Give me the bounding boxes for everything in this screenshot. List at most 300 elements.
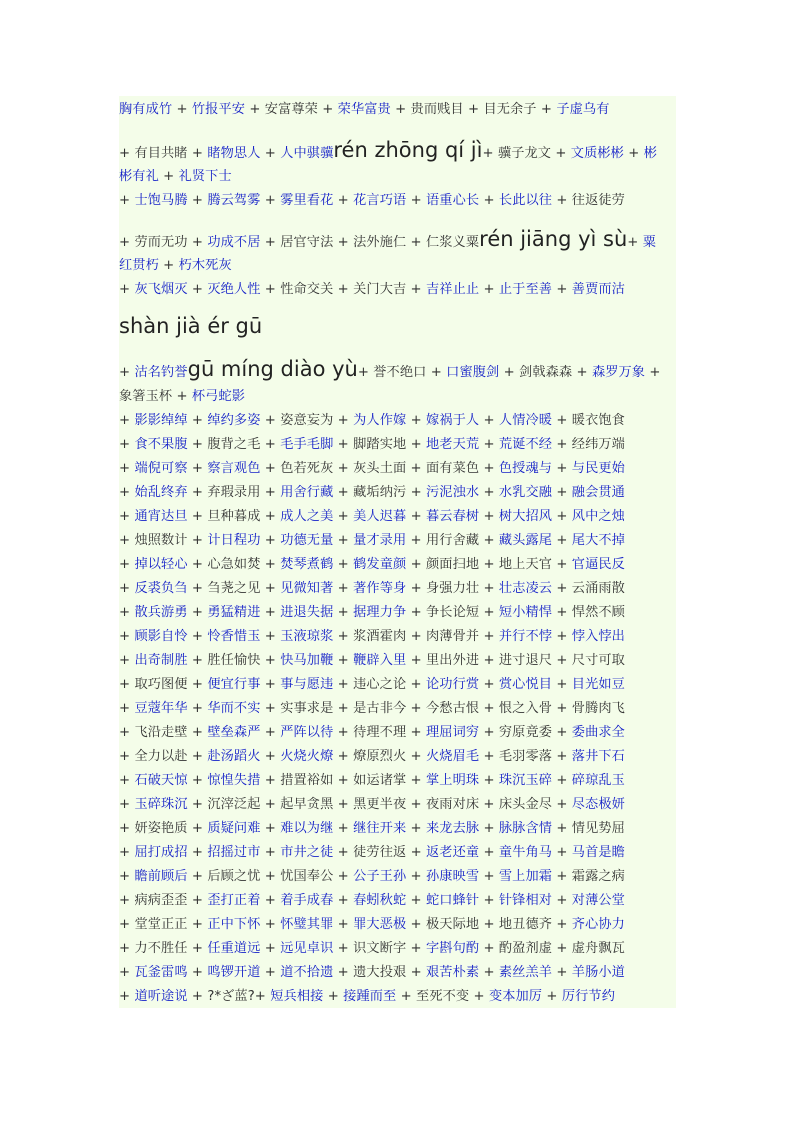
- idiom-link[interactable]: 语重心长: [426, 193, 480, 208]
- idiom-text: + 骥子龙文 +: [482, 146, 571, 161]
- idiom-line: [119, 385, 681, 409]
- idiom-link[interactable]: 远见卓识: [280, 941, 334, 956]
- idiom-link[interactable]: 荒诞不经: [498, 437, 553, 452]
- idiom-text: +: [260, 821, 281, 836]
- idiom-link[interactable]: 事与愿违: [280, 677, 334, 692]
- idiom-link[interactable]: 壮志凌云: [498, 581, 553, 596]
- idiom-text: +: [119, 773, 135, 788]
- idiom-text: + 后顾之忧 + 忧国奉公 +: [187, 869, 354, 884]
- idiom-text: +: [479, 893, 499, 908]
- idiom-link[interactable]: 质疑问难: [207, 821, 261, 836]
- idiom-link[interactable]: 毛手毛脚: [280, 437, 334, 452]
- idiom-text: +: [479, 282, 499, 297]
- idiom-text: +: [119, 365, 135, 380]
- idiom-text: + 姿意妄为 +: [260, 413, 354, 428]
- idiom-link[interactable]: 人情冷暖: [498, 413, 553, 428]
- idiom-link[interactable]: 暮云春树: [426, 509, 480, 524]
- idiom-text: +: [119, 461, 135, 476]
- idiom-link[interactable]: 绰约多姿: [207, 413, 261, 428]
- idiom-line: [119, 745, 681, 769]
- idiom-line: [119, 529, 681, 553]
- idiom-link[interactable]: 嫁祸于人: [426, 413, 480, 428]
- idiom-link[interactable]: 藏头露尾: [498, 533, 553, 548]
- idiom-text: + 飞沿走壁 +: [119, 725, 208, 740]
- idiom-link[interactable]: 字斟句酌: [426, 941, 480, 956]
- idiom-text: + 妍姿艳质 +: [119, 821, 208, 836]
- idiom-link[interactable]: 污泥浊水: [426, 485, 480, 500]
- idiom-text: + 至死不变 +: [396, 989, 489, 1004]
- idiom-text: +: [623, 146, 644, 161]
- idiom-line: [119, 841, 681, 865]
- idiom-link[interactable]: 礼贤下士: [178, 169, 232, 184]
- idiom-text: + 浆酒霍肉 + 肉薄骨并 +: [333, 629, 499, 644]
- idiom-link[interactable]: 胸有成竹: [119, 102, 173, 117]
- idiom-link[interactable]: 公子王孙: [353, 869, 407, 884]
- idiom-link[interactable]: 反裘负刍: [134, 581, 188, 596]
- idiom-link[interactable]: 便宜行事: [207, 677, 261, 692]
- idiom-link[interactable]: 任重道远: [207, 941, 261, 956]
- idiom-link[interactable]: 齐心协力: [571, 917, 625, 932]
- idiom-link[interactable]: 竹报平安: [191, 102, 246, 117]
- idiom-line: [119, 793, 681, 817]
- idiom-link[interactable]: 吉祥止止: [426, 282, 480, 297]
- idiom-link[interactable]: 顾影自怜: [134, 629, 188, 644]
- idiom-link[interactable]: 落井下石: [571, 749, 625, 764]
- idiom-line: [119, 625, 681, 649]
- idiom-link[interactable]: 豆蔻年华: [134, 701, 188, 716]
- idiom-link[interactable]: 风中之烛: [571, 509, 625, 524]
- idiom-text: +: [552, 485, 572, 500]
- idiom-line: [119, 889, 681, 913]
- idiom-text: + 经纬万端: [552, 437, 625, 452]
- idiom-link[interactable]: 针锋相对: [498, 893, 553, 908]
- idiom-link[interactable]: 沽名钓誉: [134, 365, 188, 380]
- idiom-text: +: [406, 869, 426, 884]
- idiom-link[interactable]: 碎琼乱玉: [571, 773, 625, 788]
- idiom-link[interactable]: 量才录用: [353, 533, 407, 548]
- idiom-text: +: [552, 893, 572, 908]
- idiom-link[interactable]: 与民更始: [571, 461, 625, 476]
- idiom-line: [119, 961, 681, 985]
- idiom-line: [119, 913, 681, 937]
- idiom-link[interactable]: 艰苦朴素: [426, 965, 480, 980]
- idiom-line: [119, 132, 681, 168]
- idiom-text: +: [406, 413, 427, 428]
- idiom-link[interactable]: 树大招风: [498, 509, 553, 524]
- idiom-link[interactable]: 杯弓蛇影: [191, 389, 246, 404]
- idiom-text: +: [552, 965, 572, 980]
- idiom-link[interactable]: 灰飞烟灭: [134, 282, 188, 297]
- idiom-link[interactable]: 返老还童: [426, 845, 480, 860]
- idiom-line: [119, 553, 681, 577]
- idiom-text: + 烛照数计 +: [119, 533, 208, 548]
- idiom-link[interactable]: 雾里看花: [280, 193, 334, 208]
- idiom-text: +: [479, 677, 499, 692]
- idiom-link[interactable]: 美人迟暮: [353, 509, 407, 524]
- idiom-text: + 待理不理 +: [333, 725, 426, 740]
- idiom-text: + 性命交关 + 关门大吉 +: [260, 282, 426, 297]
- idiom-link[interactable]: 厉行节约: [561, 989, 615, 1004]
- idiom-link[interactable]: 脉脉含情: [498, 821, 553, 836]
- idiom-line: [119, 221, 681, 257]
- idiom-text: +: [645, 365, 661, 380]
- idiom-link[interactable]: 罪大恶极: [353, 917, 407, 932]
- idiom-link[interactable]: 雪上加霜: [498, 869, 553, 884]
- idiom-text: +: [552, 773, 572, 788]
- idiom-line: [119, 577, 681, 601]
- idiom-line: [119, 433, 681, 457]
- idiom-text: +: [187, 413, 208, 428]
- idiom-link[interactable]: 始乱终弃: [134, 485, 188, 500]
- idiom-text: +: [479, 413, 499, 428]
- idiom-link[interactable]: 市井之徒: [280, 845, 334, 860]
- idiom-text: + 云涌雨散: [552, 581, 625, 596]
- idiom-text: +: [119, 965, 135, 980]
- idiom-text: + 色若死灰 + 灰头土面 + 面有菜色 +: [260, 461, 499, 476]
- idiom-text: +: [333, 509, 354, 524]
- idiom-text: +: [260, 605, 281, 620]
- idiom-text: +: [406, 821, 426, 836]
- idiom-link[interactable]: 马首是瞻: [571, 845, 625, 860]
- idiom-line: [119, 817, 681, 841]
- idiom-link[interactable]: 通宵达旦: [134, 509, 188, 524]
- idiom-text: +: [119, 413, 135, 428]
- idiom-link[interactable]: 着手成春: [280, 893, 334, 908]
- idiom-link[interactable]: 玉碎珠沉: [134, 797, 188, 812]
- idiom-text: +: [119, 989, 135, 1004]
- idiom-line: [119, 351, 681, 387]
- idiom-text: + 暖衣饱食: [552, 413, 625, 428]
- idiom-link[interactable]: 火烧火燎: [280, 749, 334, 764]
- idiom-text: +: [260, 749, 281, 764]
- idiom-link[interactable]: 用舍行藏: [280, 485, 334, 500]
- idiom-text: + 劳而无功 +: [119, 235, 208, 250]
- idiom-text: + 沉滓泛起 + 起早贪黑 + 黑更半夜 + 夜雨对床 + 床头金尽 +: [187, 797, 572, 812]
- idiom-link[interactable]: 焚琴煮鹤: [280, 557, 334, 572]
- idiom-text: + 安富尊荣 +: [245, 102, 338, 117]
- idiom-link[interactable]: 腾云驾雾: [207, 193, 261, 208]
- idiom-text: +: [260, 965, 281, 980]
- idiom-link[interactable]: 瞻前顾后: [134, 869, 188, 884]
- idiom-text: +: [187, 773, 208, 788]
- idiom-link[interactable]: 食不果腹: [134, 437, 188, 452]
- idiom-text: +: [187, 629, 208, 644]
- pinyin-annotation: rén zhōng qí jì: [333, 138, 483, 162]
- idiom-link[interactable]: 人中骐骥: [280, 146, 334, 161]
- idiom-link[interactable]: 童牛角马: [498, 845, 553, 860]
- idiom-text: + 剑戟森森 +: [499, 365, 592, 380]
- idiom-text: + 措置裕如 + 如运诸掌 +: [260, 773, 426, 788]
- idiom-text: + 识文断字 +: [333, 941, 426, 956]
- idiom-line: [119, 165, 681, 189]
- idiom-text: + 刍荛之见 +: [187, 581, 281, 596]
- idiom-line: [119, 649, 681, 673]
- idiom-text: + 毛羽零落 +: [479, 749, 572, 764]
- idiom-link[interactable]: 鞭辟入里: [353, 653, 407, 668]
- idiom-text: +: [333, 821, 354, 836]
- idiom-text: +: [333, 917, 354, 932]
- idiom-text: +: [479, 437, 499, 452]
- idiom-text: + 力不胜任 +: [119, 941, 208, 956]
- idiom-text: +: [119, 629, 135, 644]
- idiom-text: +: [552, 509, 572, 524]
- idiom-text: + 违心之论 +: [333, 677, 426, 692]
- idiom-text: +: [479, 509, 499, 524]
- idiom-link[interactable]: 子虚乌有: [556, 102, 610, 117]
- idiom-link[interactable]: 出奇制胜: [134, 653, 188, 668]
- idiom-text: +: [479, 965, 499, 980]
- idiom-text: +: [479, 485, 499, 500]
- idiom-link[interactable]: 口蜜腹剑: [446, 365, 500, 380]
- idiom-link[interactable]: 荣华富贵: [337, 102, 391, 117]
- idiom-text: +: [479, 821, 499, 836]
- idiom-text: +: [260, 677, 281, 692]
- idiom-text: +: [119, 437, 135, 452]
- idiom-line: [119, 865, 681, 889]
- idiom-link[interactable]: 鹤发童颜: [353, 557, 407, 572]
- idiom-text: +: [542, 989, 562, 1004]
- idiom-text: +: [552, 282, 572, 297]
- idiom-text: + 弃瑕录用 +: [187, 485, 281, 500]
- idiom-link[interactable]: 尾大不掉: [571, 533, 625, 548]
- idiom-link[interactable]: 水乳交融: [498, 485, 553, 500]
- idiom-link[interactable]: 石破天惊: [134, 773, 188, 788]
- idiom-link[interactable]: 来龙去脉: [426, 821, 480, 836]
- idiom-link[interactable]: 影影绰绰: [134, 413, 188, 428]
- idiom-link[interactable]: 色授魂与: [498, 461, 553, 476]
- idiom-text: +: [406, 193, 427, 208]
- idiom-link[interactable]: 彬: [643, 146, 657, 161]
- idiom-link[interactable]: 朽木死灰: [178, 258, 232, 273]
- idiom-line: [119, 254, 681, 278]
- idiom-text: + 旦种暮成 +: [187, 509, 281, 524]
- idiom-link[interactable]: 春蚓秋蛇: [353, 893, 407, 908]
- idiom-text: +: [333, 893, 354, 908]
- idiom-text: +: [260, 146, 281, 161]
- idiom-link[interactable]: 委曲求全: [571, 725, 625, 740]
- idiom-text: +: [187, 282, 208, 297]
- idiom-link[interactable]: 蛇口蜂针: [426, 893, 480, 908]
- idiom-link[interactable]: 严阵以待: [280, 725, 334, 740]
- idiom-link[interactable]: 功德无量: [280, 533, 334, 548]
- idiom-link[interactable]: 华而不实: [207, 701, 261, 716]
- idiom-link[interactable]: 森罗万象: [591, 365, 646, 380]
- idiom-link[interactable]: 士饱马腾: [134, 193, 188, 208]
- idiom-text: +: [333, 653, 354, 668]
- idiom-text: +: [552, 677, 572, 692]
- idiom-link[interactable]: 察言观色: [207, 461, 261, 476]
- idiom-text: 象箸玉杯 +: [119, 389, 192, 404]
- idiom-link[interactable]: 短小精悍: [498, 605, 553, 620]
- idiom-link[interactable]: 花言巧语: [353, 193, 407, 208]
- idiom-link[interactable]: 掌上明珠: [426, 773, 480, 788]
- idiom-text: + 有目共睹 +: [119, 146, 208, 161]
- idiom-text: +: [552, 845, 572, 860]
- idiom-link[interactable]: 歪打正着: [207, 893, 261, 908]
- idiom-link[interactable]: 难以为继: [280, 821, 334, 836]
- idiom-link[interactable]: 端倪可察: [134, 461, 188, 476]
- idiom-link[interactable]: 粟: [642, 235, 657, 250]
- idiom-text: +: [333, 605, 354, 620]
- idiom-text: + 身强力壮 +: [406, 581, 499, 596]
- idiom-link[interactable]: 道听途说: [134, 989, 188, 1004]
- idiom-link[interactable]: 睹物思人: [207, 146, 261, 161]
- idiom-link[interactable]: 赏心悦目: [498, 677, 553, 692]
- idiom-link[interactable]: 赴汤蹈火: [207, 749, 261, 764]
- idiom-link[interactable]: 招摇过市: [207, 845, 261, 860]
- idiom-link[interactable]: 鸣锣开道: [207, 965, 261, 980]
- idiom-line: [119, 697, 681, 721]
- idiom-link[interactable]: 短兵相接: [270, 989, 324, 1004]
- idiom-link[interactable]: 计日程功: [207, 533, 261, 548]
- idiom-line: [119, 308, 681, 344]
- idiom-link[interactable]: 怜香惜玉: [207, 629, 261, 644]
- idiom-text: +: [479, 193, 499, 208]
- idiom-text: +: [479, 845, 499, 860]
- idiom-text: +: [187, 701, 208, 716]
- idiom-text: + 悍然不顾: [552, 605, 625, 620]
- idiom-link[interactable]: 官逼民反: [571, 557, 625, 572]
- idiom-line: [119, 98, 681, 122]
- idiom-line: [119, 601, 681, 625]
- idiom-text: +: [158, 169, 179, 184]
- idiom-text: +: [260, 941, 281, 956]
- idiom-link[interactable]: 惊惶失措: [207, 773, 261, 788]
- idiom-line: [119, 409, 681, 433]
- idiom-link[interactable]: 据理力争: [353, 605, 407, 620]
- idiom-text: +: [260, 193, 281, 208]
- pinyin-annotation: shàn jià ér gū: [119, 314, 263, 338]
- idiom-text: + 霜露之病: [552, 869, 625, 884]
- idiom-link[interactable]: 长此以往: [498, 193, 553, 208]
- idiom-link[interactable]: 接踵而至: [343, 989, 397, 1004]
- idiom-link[interactable]: 彬有礼: [119, 169, 159, 184]
- idiom-link[interactable]: 尽态极妍: [571, 797, 625, 812]
- idiom-line: [119, 505, 681, 529]
- idiom-text: + 争长论短 +: [406, 605, 499, 620]
- idiom-link[interactable]: 变本加厉: [488, 989, 543, 1004]
- idiom-text: + 誉不绝口 +: [357, 365, 447, 380]
- idiom-text: + 遗大投艰 +: [333, 965, 427, 980]
- idiom-link[interactable]: 灭绝人性: [207, 282, 261, 297]
- idiom-text: +: [172, 102, 192, 117]
- idiom-link[interactable]: 功成不居: [207, 235, 261, 250]
- idiom-link[interactable]: 论功行赏: [426, 677, 480, 692]
- idiom-line: [119, 721, 681, 745]
- idiom-link[interactable]: 善贾而沽: [571, 282, 625, 297]
- idiom-line: [119, 673, 681, 697]
- idiom-text: + 往返徒劳: [552, 193, 625, 208]
- idiom-link[interactable]: 瓦釜雷鸣: [134, 965, 188, 980]
- idiom-text: +: [187, 605, 208, 620]
- idiom-line: [119, 481, 681, 505]
- idiom-link[interactable]: 火烧眉毛: [426, 749, 480, 764]
- idiom-text: +: [333, 557, 354, 572]
- idiom-link[interactable]: 进退失据: [280, 605, 334, 620]
- idiom-link[interactable]: 羊肠小道: [571, 965, 625, 980]
- idiom-link[interactable]: 道不拾遗: [280, 965, 334, 980]
- pinyin-annotation: rén jiāng yì sù: [479, 227, 628, 251]
- idiom-text: + 胜任愉快 +: [187, 653, 281, 668]
- idiom-text: +: [119, 605, 135, 620]
- idiom-text: +: [479, 773, 499, 788]
- idiom-text: +: [406, 509, 427, 524]
- idiom-text: +: [119, 557, 135, 572]
- idiom-text: +: [406, 893, 426, 908]
- idiom-text: +: [260, 893, 281, 908]
- idiom-link[interactable]: 素丝羔羊: [498, 965, 553, 980]
- pinyin-annotation: gū míng diào yù: [187, 357, 358, 381]
- idiom-text: +: [333, 533, 354, 548]
- idiom-link[interactable]: 为人作嫁: [353, 413, 407, 428]
- idiom-text: + 颜面扫地 + 地上天官 +: [406, 557, 572, 572]
- idiom-link[interactable]: 止于至善: [498, 282, 553, 297]
- idiom-text: +: [119, 509, 135, 524]
- idiom-text: + 里出外进 + 进寸退尺 + 尺寸可取: [406, 653, 625, 668]
- idiom-text: + 酌盈剂虚 + 虚舟飘瓦: [479, 941, 625, 956]
- idiom-link[interactable]: 屈打成招: [134, 845, 188, 860]
- idiom-text: +: [333, 581, 354, 596]
- idiom-link[interactable]: 继往开来: [353, 821, 407, 836]
- idiom-link[interactable]: 壁垒森严: [207, 725, 261, 740]
- idiom-text: +: [552, 461, 572, 476]
- idiom-link[interactable]: 成人之美: [280, 509, 334, 524]
- idiom-text: +: [260, 917, 281, 932]
- idiom-link[interactable]: 散兵游勇: [134, 605, 188, 620]
- idiom-link[interactable]: 目光如豆: [571, 677, 625, 692]
- idiom-link[interactable]: 著作等身: [353, 581, 407, 596]
- idiom-text: +: [119, 797, 135, 812]
- idiom-link[interactable]: 悖入悖出: [571, 629, 625, 644]
- idiom-text: +: [119, 653, 135, 668]
- idiom-link[interactable]: 孙康映雪: [426, 869, 480, 884]
- idiom-link[interactable]: 珠沉玉碎: [498, 773, 553, 788]
- idiom-link[interactable]: 文质彬彬: [570, 146, 624, 161]
- idiom-link[interactable]: 玉液琼浆: [280, 629, 334, 644]
- idiom-line: [119, 985, 681, 1009]
- idiom-link[interactable]: 融会贯通: [571, 485, 625, 500]
- idiom-text: +: [260, 725, 281, 740]
- idiom-link[interactable]: 正中下怀: [207, 917, 261, 932]
- idiom-text: +: [119, 485, 135, 500]
- idiom-text: +: [158, 258, 179, 273]
- idiom-link[interactable]: 勇猛精进: [207, 605, 261, 620]
- idiom-link[interactable]: 快马加鞭: [280, 653, 334, 668]
- idiom-link[interactable]: 红贯朽: [119, 258, 159, 273]
- idiom-text: +: [187, 461, 208, 476]
- idiom-link[interactable]: 掉以轻心: [134, 557, 188, 572]
- idiom-text: +: [119, 581, 135, 596]
- idiom-link[interactable]: 并行不悖: [498, 629, 553, 644]
- idiom-text: + 实事求是 + 是古非今 + 今愁古恨 + 恨之入骨 + 骨腾肉飞: [260, 701, 625, 716]
- idiom-text: + 全力以赴 +: [119, 749, 208, 764]
- idiom-link[interactable]: 地老天荒: [426, 437, 480, 452]
- idiom-link[interactable]: 对薄公堂: [571, 893, 625, 908]
- idiom-text: +: [552, 533, 572, 548]
- idiom-text: +: [187, 193, 208, 208]
- idiom-text: +: [323, 989, 344, 1004]
- idiom-text: +: [119, 869, 135, 884]
- idiom-text: +: [260, 629, 281, 644]
- idiom-link[interactable]: 见微知著: [280, 581, 334, 596]
- idiom-line: [119, 278, 681, 302]
- idiom-link[interactable]: 理屈词穷: [426, 725, 480, 740]
- idiom-link[interactable]: 怀璧其罪: [280, 917, 334, 932]
- idiom-text: +: [260, 845, 281, 860]
- idiom-text: +: [187, 845, 208, 860]
- idiom-text: + 藏垢纳污 +: [333, 485, 427, 500]
- idiom-line: [119, 457, 681, 481]
